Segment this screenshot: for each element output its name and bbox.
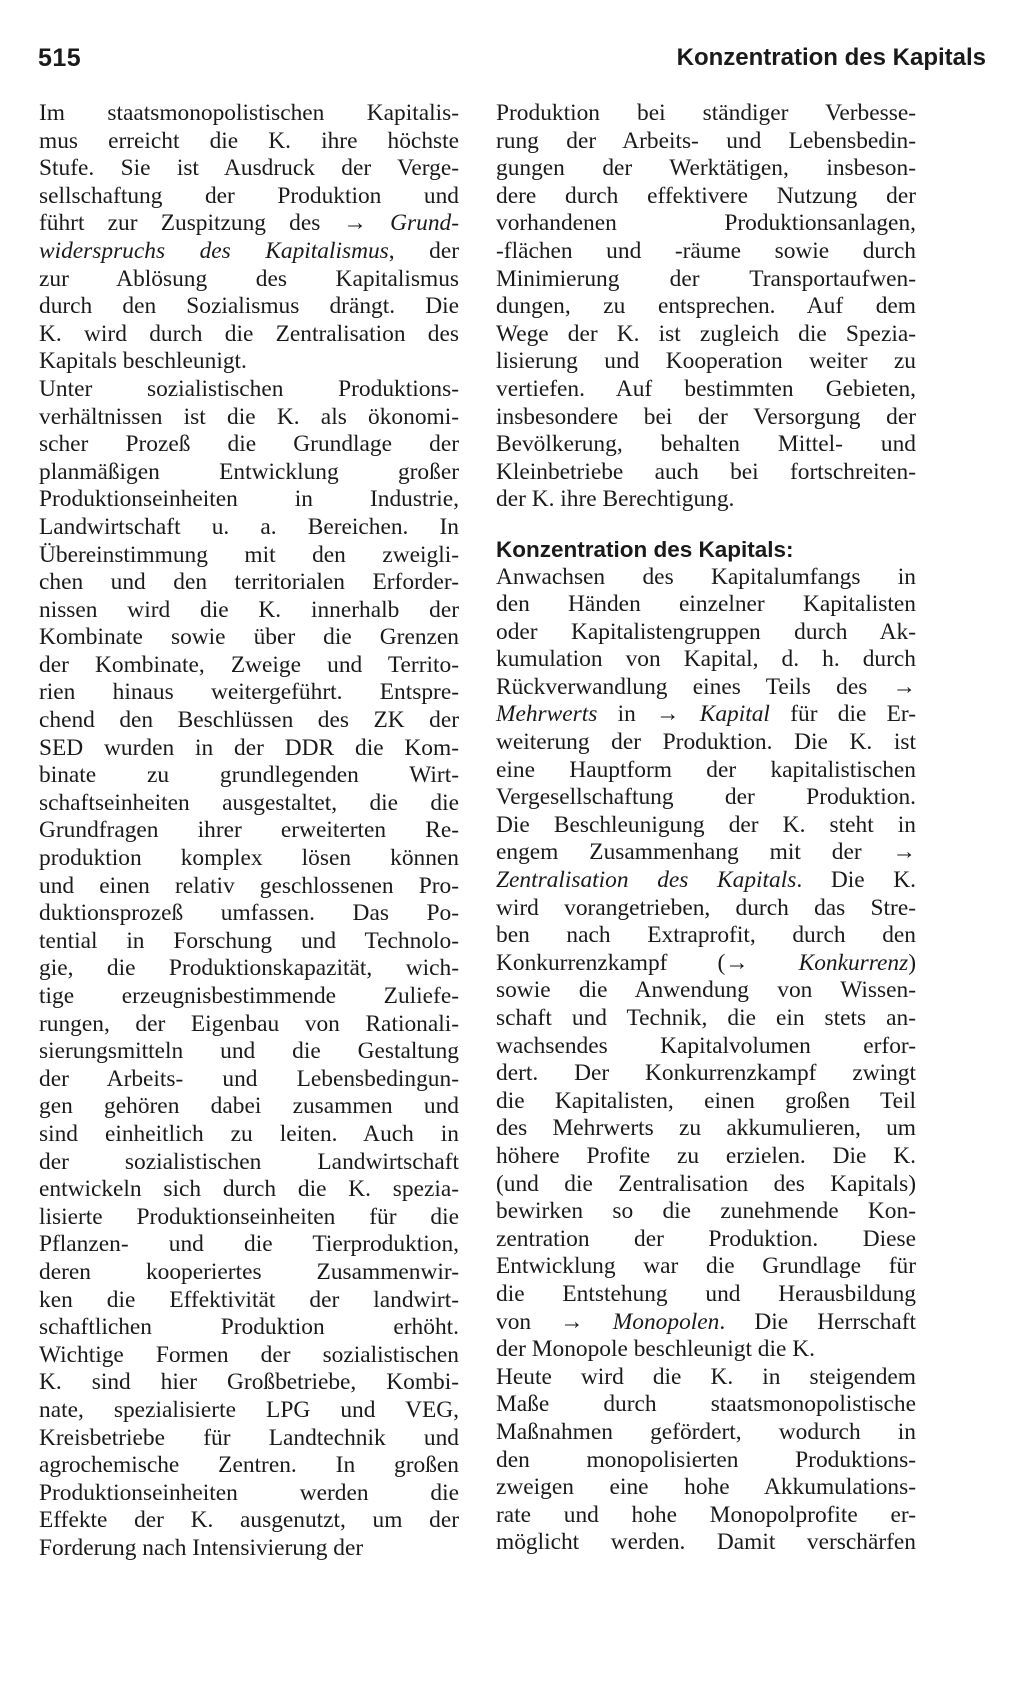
text-line: durch den Sozialismus drängt. Die — [39, 293, 459, 320]
right-text-column — [496, 100, 916, 1557]
text-line: der Arbeits- und Lebensbedingun- — [39, 1065, 459, 1092]
text-line: und einen relativ geschlossenen Pro- — [39, 872, 459, 899]
text-line: Pflanzen- und die Tierproduktion, — [39, 1231, 459, 1258]
text-line: Unter sozialistischen Produktions- — [39, 375, 459, 402]
text-line: sind einheitlich zu leiten. Auch in — [39, 1120, 459, 1147]
text-line: -flächen und -räume sowie durch — [496, 237, 916, 264]
text-line: widerspruchs des Kapitalismus, der — [39, 237, 460, 264]
text-line: den monopolisierten Produktions- — [496, 1446, 916, 1473]
text-line: vorhandenen Produktionsanlagen, — [496, 210, 916, 237]
text-line: möglicht werden. Damit verschärfen — [496, 1529, 916, 1556]
text-line: produktion komplex lösen können — [39, 845, 459, 872]
text-line: eine Hauptform der kapitalistischen — [496, 756, 916, 783]
text-line: sierungsmitteln und die Gestaltung — [39, 1038, 459, 1065]
text-line: von → Monopolen. Die Herrschaft — [496, 1308, 916, 1335]
text-line: sellschaftung der Produktion und — [39, 182, 459, 209]
text-line: ken die Effektivität der landwirt- — [39, 1286, 459, 1313]
text-line: Maßnahmen gefördert, wodurch in — [496, 1418, 916, 1445]
text-line: entwickeln sich durch die K. spezia- — [39, 1176, 459, 1203]
text-line: SED wurden in der DDR die Kom- — [39, 734, 459, 761]
text-line: tige erzeugnisbestimmende Zuliefe- — [39, 983, 459, 1009]
running-head: Konzentration des Kapitals — [676, 44, 986, 71]
text-line: Wichtige Formen der sozialistischen — [39, 1341, 459, 1368]
text-line: verhältnissen ist die K. als ökonomi- — [39, 403, 459, 430]
text-line: Mehrwerts in → Kapital für die Er- — [496, 701, 916, 728]
text-line: schaft und Technik, die ein stets an- — [496, 1005, 916, 1031]
text-line: chen und den territorialen Erforder- — [39, 569, 459, 596]
text-line: Stufe. Sie ist Ausdruck der Verge- — [39, 155, 459, 182]
text-line: Konkurrenzkampf (→ Konkurrenz) — [496, 949, 916, 976]
text-line: nate, spezialisierte LPG und VEG, — [39, 1396, 459, 1423]
cross-reference: Mehrwerts — [496, 701, 598, 728]
text-line: Anwachsen des Kapitalumfangs in — [496, 563, 916, 590]
text-line: dert. Der Konkurrenzkampf zwingt — [496, 1060, 916, 1087]
text-line: vertiefen. Auf bestimmten Gebieten, — [496, 375, 916, 402]
text-line: Produktionseinheiten werden die — [39, 1479, 459, 1506]
page-number: 515 — [38, 44, 82, 72]
cross-reference: Kapital — [699, 701, 770, 728]
text-line: Kleinbetriebe auch bei fortschreiten- — [496, 458, 916, 485]
text-line: agrochemische Zentren. In großen — [39, 1452, 459, 1479]
text-line: führt zur Zuspitzung des → Grund- — [39, 210, 459, 237]
text-line: wachsendes Kapitalvolumen erfor- — [496, 1032, 916, 1059]
text-line: Maße durch staatsmonopolistische — [496, 1391, 916, 1418]
text-line: rate und hohe Monopolprofite er- — [496, 1501, 916, 1528]
text-line: lisierte Produktionseinheiten für die — [39, 1203, 459, 1230]
text-line: Landwirtschaft u. a. Bereichen. In — [39, 513, 459, 540]
text-line: engem Zusammenhang mit der → — [496, 839, 916, 866]
text-line: tential in Forschung und Technolo- — [39, 927, 459, 954]
left-text-column — [39, 100, 459, 1562]
text-line — [496, 536, 916, 564]
text-line: dungen, zu entsprechen. Auf dem — [496, 293, 916, 320]
text-line: rungen, der Eigenbau von Rationali- — [39, 1010, 459, 1037]
text-line: K. wird durch die Zentralisation des — [39, 320, 459, 347]
text-line: schaftseinheiten ausgestaltet, die die — [39, 789, 459, 816]
entry-heading: Konzentration des Kapitals: — [496, 536, 794, 562]
text-line: gie, die Produktionskapazität, wich- — [39, 955, 459, 982]
text-line: duktionsprozeß umfassen. Das Po- — [39, 900, 459, 927]
text-line: der Monopole beschleunigt die K. — [496, 1336, 815, 1363]
text-line: mus erreicht die K. ihre höchste — [39, 127, 459, 154]
text-line: der Kombinate, Zweige und Territo- — [39, 651, 459, 678]
text-line: der K. ihre Berechtigung. — [496, 486, 735, 513]
text-line: zweigen eine hohe Akkumulations- — [496, 1474, 916, 1501]
text-line: K. sind hier Großbetriebe, Kombi- — [39, 1369, 459, 1396]
text-line: deren kooperiertes Zusammenwir- — [39, 1258, 459, 1285]
text-line: Entwicklung war die Grundlage für — [496, 1253, 916, 1280]
text-line: rung der Arbeits- und Lebensbedin- — [496, 127, 916, 154]
text-line: Heute wird die K. in steigendem — [496, 1363, 916, 1390]
text-line: planmäßigen Entwicklung großer — [39, 458, 459, 485]
text-line: gen gehören dabei zusammen und — [39, 1093, 459, 1120]
text-line: den Händen einzelner Kapitalisten — [496, 591, 916, 618]
text-line: Rückverwandlung eines Teils des → — [496, 673, 916, 700]
text-line: zentration der Produktion. Diese — [496, 1225, 916, 1252]
text-line: insbesondere bei der Versorgung der — [496, 403, 916, 430]
cross-reference: Grund- — [390, 210, 459, 237]
text-line: zur Ablösung des Kapitalismus — [39, 265, 459, 292]
text-line: die Entstehung und Herausbildung — [496, 1280, 916, 1307]
text-line: Forderung nach Intensivierung der — [39, 1534, 364, 1561]
text-line: dere durch effektivere Nutzung der — [496, 182, 916, 209]
text-line: ben nach Extraprofit, durch den — [496, 922, 916, 949]
text-line: Die Beschleunigung der K. steht in — [496, 811, 916, 838]
text-line: Zentralisation des Kapitals. Die K. — [496, 867, 917, 894]
text-line: Minimierung der Transportaufwen- — [496, 265, 916, 292]
text-line: gungen der Werktätigen, insbeson- — [496, 155, 916, 182]
text-line: chend den Beschlüssen des ZK der — [39, 707, 459, 734]
text-line: Kapitals beschleunigt. — [39, 348, 247, 375]
text-line: Im staatsmonopolistischen Kapitalis- — [39, 100, 459, 126]
cross-reference: Konkurrenz — [798, 949, 909, 976]
text-line: die Kapitalisten, einen großen Teil — [496, 1087, 916, 1114]
text-line: wird vorangetrieben, durch das Stre- — [496, 894, 916, 921]
text-line: scher Prozeß die Grundlage der — [39, 431, 459, 458]
text-line: Vergesellschaftung der Produktion. — [496, 784, 916, 811]
text-line: Produktion bei ständiger Verbesse- — [496, 100, 916, 126]
text-line: Grundfragen ihrer erweiterten Re- — [39, 817, 459, 844]
text-line: weiterung der Produktion. Die K. ist — [496, 729, 916, 756]
text-line: binate zu grundlegenden Wirt- — [39, 762, 459, 789]
text-line: nissen wird die K. innerhalb der — [39, 596, 459, 623]
text-line: bewirken so die zunehmende Kon- — [496, 1198, 916, 1225]
cross-reference: widerspruchs des Kapitalismus — [39, 237, 389, 264]
text-line: kumulation von Kapital, d. h. durch — [496, 646, 916, 673]
text-line: des Mehrwerts zu akkumulieren, um — [496, 1115, 916, 1142]
text-line: oder Kapitalistengruppen durch Ak- — [496, 618, 916, 645]
text-line: schaftlichen Produktion erhöht. — [39, 1314, 459, 1341]
text-line: höhere Profite zu erzielen. Die K. — [496, 1142, 916, 1169]
text-line: sowie die Anwendung von Wissen- — [496, 977, 916, 1004]
text-line: der sozialistischen Landwirtschaft — [39, 1148, 459, 1175]
text-line: rien hinaus weitergeführt. Entspre- — [39, 679, 459, 706]
text-line: Produktionseinheiten in Industrie, — [39, 486, 459, 513]
paragraph-gap — [496, 514, 916, 536]
text-line: Bevölkerung, behalten Mittel- und — [496, 431, 916, 458]
text-line: lisierung und Kooperation weiter zu — [496, 348, 916, 375]
cross-reference: Zentralisation des Kapitals — [496, 867, 797, 894]
text-line: Kreisbetriebe für Landtechnik und — [39, 1424, 459, 1451]
text-line: Effekte der K. ausgenutzt, um der — [39, 1507, 459, 1534]
text-line: Übereinstimmung mit den zweigli- — [39, 541, 459, 568]
cross-reference: Monopolen — [612, 1308, 720, 1335]
text-line: Wege der K. ist zugleich die Spezia- — [496, 320, 916, 347]
text-line: Kombinate sowie über die Grenzen — [39, 624, 459, 651]
text-line: (und die Zentralisation des Kapitals) — [496, 1170, 916, 1197]
